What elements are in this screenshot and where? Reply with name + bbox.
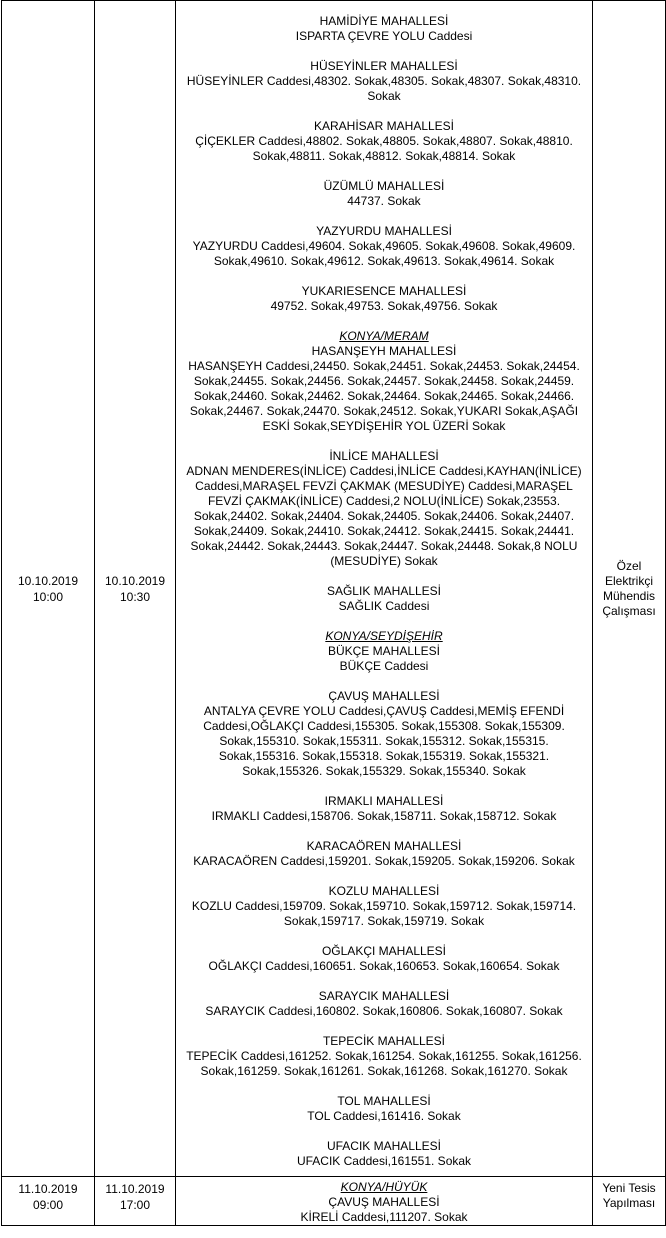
street-list-line: Sokak,155316. Sokak,155318. Sokak,155319. Sokak,155321. bbox=[218, 749, 550, 763]
neighborhood-block bbox=[176, 839, 592, 869]
neighborhood-name: İNLİCE MAHALLESİ bbox=[329, 449, 439, 463]
street-list-line: TEPECİK Caddesi,161252. Sokak,161254. Sokak,161255. Sokak,161256. bbox=[186, 1049, 582, 1063]
reason-cell bbox=[593, 1177, 666, 1226]
street-list-line: Sokak,159717. Sokak,159719. Sokak bbox=[283, 914, 485, 928]
neighborhood-name: YUKARIESENCE MAHALLESİ bbox=[301, 284, 467, 298]
neighborhood-block bbox=[176, 284, 592, 314]
neighborhood-name: HAMİDİYE MAHALLESİ bbox=[319, 14, 449, 28]
street-list-line: ADNAN MENDERES(İNLİCE) Caddesi,İNLİCE Caddesi,KAYHAN(İNLİCE) bbox=[186, 464, 582, 478]
reason-line: Mühendis bbox=[602, 588, 656, 603]
affected-areas-cell bbox=[176, 1177, 593, 1226]
street-list-line: Sokak,24409. Sokak,24410. Sokak,24412. Sokak,24415. Sokak,24441. bbox=[193, 524, 575, 538]
street-list-line: Sokak,24455. Sokak,24456. Sokak,24457. Sokak,24458. Sokak,24459. bbox=[193, 374, 575, 388]
neighborhood-name: YAZYURDU MAHALLESİ bbox=[316, 224, 452, 238]
neighborhood-name: TOL MAHALLESİ bbox=[337, 1094, 431, 1108]
neighborhood-block bbox=[176, 584, 592, 614]
street-list-line: ÇİÇEKLER Caddesi,48802. Sokak,48805. Sokak,48807. Sokak,48810. bbox=[195, 134, 573, 148]
end-date: 11.10.2019 bbox=[105, 1182, 165, 1196]
end-date: 10.10.2019 bbox=[104, 573, 166, 588]
neighborhood-name: SARAYCIK MAHALLESİ bbox=[318, 989, 450, 1003]
neighborhood-block bbox=[176, 59, 592, 104]
neighborhood-block bbox=[176, 449, 592, 569]
street-list-line: Sokak,24467. Sokak,24470. Sokak,24512. Sokak,YUKARI Sokak,AŞAĞI bbox=[189, 404, 579, 418]
end-time: 10:30 bbox=[119, 589, 151, 604]
street-list-line: UFACIK Caddesi,161551. Sokak bbox=[296, 1154, 472, 1168]
street-list-line: KOZLU Caddesi,159709. Sokak,159710. Sokak,159712. Sokak,159714. bbox=[191, 899, 577, 913]
neighborhood-block bbox=[176, 884, 592, 929]
district-heading: KONYA/HÜYÜK bbox=[340, 1180, 428, 1194]
street-list-line: IRMAKLI Caddesi,158706. Sokak,158711. Sokak,158712. Sokak bbox=[211, 809, 557, 823]
neighborhood-block bbox=[176, 14, 592, 44]
start-time: 10:00 bbox=[32, 589, 64, 604]
street-list-line: Sokak,155326. Sokak,155329. Sokak,155340. Sokak bbox=[242, 764, 526, 778]
neighborhood-block bbox=[176, 944, 592, 974]
street-list-line: Sokak,161259. Sokak,161261. Sokak,161268. Sokak,161270. Sokak bbox=[200, 1064, 568, 1078]
neighborhood-name: ÜZÜMLÜ MAHALLESİ bbox=[323, 179, 445, 193]
start-date: 10.10.2019 bbox=[17, 573, 79, 588]
street-list-line: Caddesi,OĞLAKÇI Caddesi,155305. Sokak,155308. Sokak,155309. bbox=[203, 719, 565, 733]
street-list-line: (MESUDİYE) Sokak bbox=[330, 554, 438, 568]
neighborhood-block bbox=[176, 224, 592, 269]
street-list-line: ISPARTA ÇEVRE YOLU Caddesi bbox=[295, 29, 473, 43]
street-list-line: KARACAÖREN Caddesi,159201. Sokak,159205. Sokak,159206. Sokak bbox=[193, 854, 575, 868]
street-list-line: YAZYURDU Caddesi,49604. Sokak,49605. Sokak,49608. Sokak,49609. bbox=[192, 239, 576, 253]
street-list-line: SAĞLIK Caddesi bbox=[338, 599, 430, 613]
neighborhood-block bbox=[176, 1180, 592, 1225]
street-list-line: Sokak bbox=[367, 89, 401, 103]
end-datetime-cell bbox=[95, 1177, 176, 1226]
neighborhood-block bbox=[176, 119, 592, 164]
neighborhood-name: IRMAKLI MAHALLESİ bbox=[324, 794, 444, 808]
street-list-line: TOL Caddesi,161416. Sokak bbox=[307, 1109, 461, 1123]
street-list-line: HÜSEYİNLER Caddesi,48302. Sokak,48305. Sokak,48307. Sokak,48310. bbox=[186, 74, 582, 88]
street-list-line: 49752. Sokak,49753. Sokak,49756. Sokak bbox=[270, 299, 498, 313]
street-list-line: ANTALYA ÇEVRE YOLU Caddesi,ÇAVUŞ Caddesi,MEMİŞ EFENDİ bbox=[203, 704, 565, 718]
street-list-line: HASANŞEYH Caddesi,24450. Sokak,24451. Sokak,24453. Sokak,24454. bbox=[188, 359, 580, 373]
neighborhood-block bbox=[176, 689, 592, 779]
neighborhood-block bbox=[176, 329, 592, 434]
district-heading: KONYA/MERAM bbox=[339, 329, 429, 343]
street-list-line: BÜKÇE Caddesi bbox=[339, 659, 429, 673]
neighborhood-block bbox=[176, 989, 592, 1019]
neighborhood-name: KOZLU MAHALLESİ bbox=[328, 884, 440, 898]
district-heading: KONYA/SEYDİŞEHİR bbox=[325, 629, 443, 643]
street-list-line: Caddesi,MARAŞEL FEVZİ ÇAKMAK (MESUDİYE) Caddesi,MARAŞEL bbox=[195, 479, 573, 493]
start-datetime-cell bbox=[2, 1, 95, 1177]
street-list-line: Sokak,24442. Sokak,24443. Sokak,24447. Sokak,24448. Sokak,8 NOLU bbox=[190, 539, 578, 553]
end-datetime-cell bbox=[95, 1, 176, 1177]
street-list-line: Sokak,49610. Sokak,49612. Sokak,49613. Sokak,49614. Sokak bbox=[213, 254, 555, 268]
reason-line: Elektrikçi bbox=[604, 573, 653, 588]
street-list-line: ESKİ Sokak,SEYDİŞEHİR YOL ÜZERİ Sokak bbox=[262, 419, 506, 433]
outage-table-body bbox=[2, 1, 666, 1226]
neighborhood-block bbox=[176, 1139, 592, 1169]
start-date: 11.10.2019 bbox=[18, 1182, 78, 1196]
street-list-line: 44737. Sokak bbox=[347, 194, 421, 208]
neighborhood-name: TEPECİK MAHALLESİ bbox=[322, 1034, 446, 1048]
neighborhood-name: ÇAVUŞ MAHALLESİ bbox=[328, 1195, 440, 1209]
street-list-line: Sokak,155310. Sokak,155311. Sokak,155312. Sokak,155315. bbox=[219, 734, 549, 748]
outage-table bbox=[1, 0, 666, 1226]
neighborhood-name: OĞLAKÇI MAHALLESİ bbox=[321, 944, 447, 958]
street-list-line: OĞLAKÇI Caddesi,160651. Sokak,160653. Sokak,160654. Sokak bbox=[208, 959, 560, 973]
reason-line: Çalışması bbox=[602, 603, 656, 618]
neighborhood-block bbox=[176, 794, 592, 824]
street-list-line: SARAYCIK Caddesi,160802. Sokak,160806. Sokak,160807. Sokak bbox=[205, 1004, 563, 1018]
reason-line: Özel bbox=[616, 558, 642, 573]
neighborhood-name: SAĞLIK MAHALLESİ bbox=[326, 584, 442, 598]
neighborhood-block bbox=[176, 629, 592, 674]
street-list-line: Sokak,48811. Sokak,48812. Sokak,48814. Sokak bbox=[252, 149, 516, 163]
neighborhood-name: KARACAÖREN MAHALLESİ bbox=[306, 839, 462, 853]
reason-line: Yeni Tesis bbox=[602, 1181, 656, 1195]
start-datetime-cell bbox=[2, 1177, 95, 1226]
neighborhood-name: UFACIK MAHALLESİ bbox=[326, 1139, 442, 1153]
neighborhood-block bbox=[176, 1034, 592, 1079]
neighborhood-name: HASANŞEYH MAHALLESİ bbox=[311, 344, 457, 358]
start-time: 09:00 bbox=[32, 1198, 64, 1212]
street-list-line: Sokak,24460. Sokak,24462. Sokak,24464. Sokak,24465. Sokak,24466. bbox=[193, 389, 575, 403]
street-list-line: KİRELİ Caddesi,111207. Sokak bbox=[300, 1210, 468, 1224]
reason-cell bbox=[593, 1, 666, 1177]
neighborhood-name: ÇAVUŞ MAHALLESİ bbox=[328, 689, 440, 703]
street-list-line: FEVZİ ÇAKMAK(İNLİCE) Caddesi,2 NOLU(İNLİCE) Sokak,23553. bbox=[207, 494, 561, 508]
neighborhood-block bbox=[176, 179, 592, 209]
outage-row bbox=[2, 1177, 666, 1226]
neighborhood-name: HÜSEYİNLER MAHALLESİ bbox=[310, 59, 458, 73]
end-time: 17:00 bbox=[119, 1198, 151, 1212]
reason-line: Yapılması bbox=[602, 1196, 656, 1210]
neighborhood-block bbox=[176, 1094, 592, 1124]
neighborhood-name: KARAHİSAR MAHALLESİ bbox=[313, 119, 455, 133]
outage-row bbox=[2, 1, 666, 1177]
street-list-line: Sokak,24402. Sokak,24404. Sokak,24405. Sokak,24406. Sokak,24407. bbox=[193, 509, 575, 523]
neighborhood-name: BÜKÇE MAHALLESİ bbox=[327, 644, 441, 658]
affected-areas-cell bbox=[176, 1, 593, 1177]
